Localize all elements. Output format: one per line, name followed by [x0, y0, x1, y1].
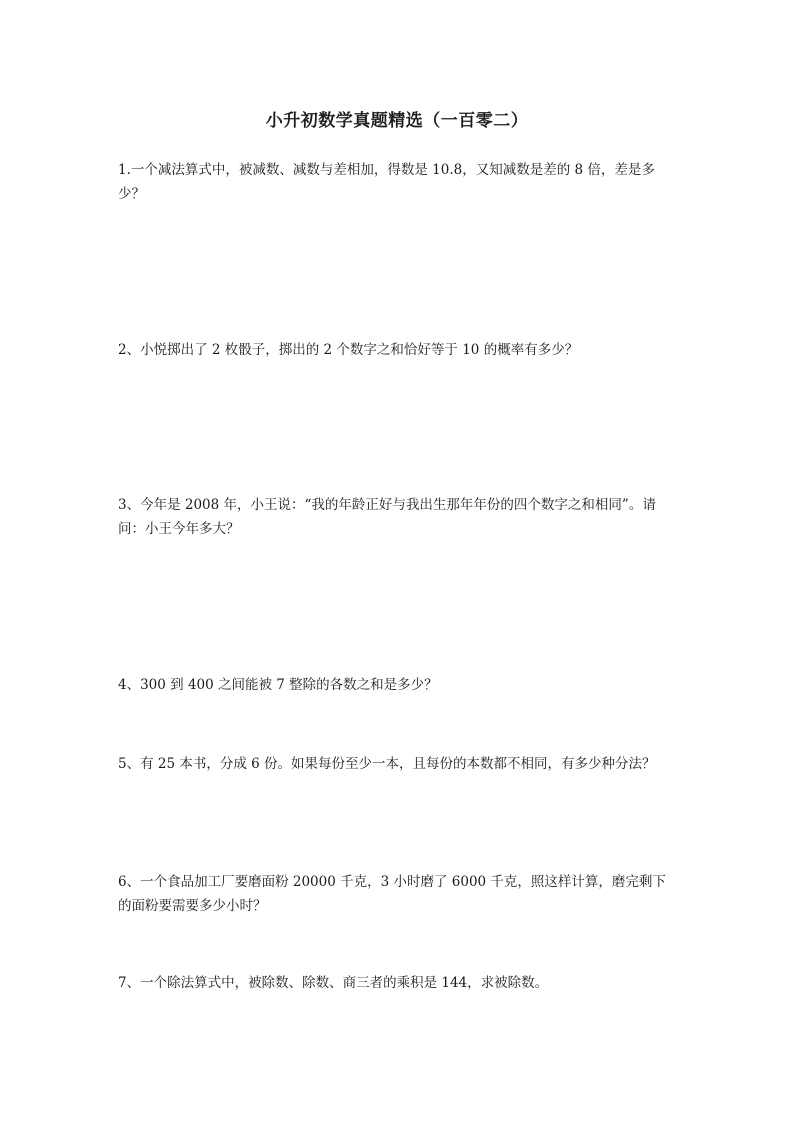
- page-title: 小升初数学真题精选（一百零二）: [265, 111, 529, 131]
- question-4: 4、300 到 400 之间能被 7 整除的各数之和是多少？: [118, 677, 438, 693]
- question-6: 6、一个食品加工厂要磨面粉 20000 千克，3 小时磨了 6000 千克，照这样计算，磨完剩下的面粉要需要多少小时？: [118, 874, 666, 914]
- question-7: 7、一个除法算式中，被除数、除数、商三者的乘积是 144，求被除数。: [118, 975, 549, 991]
- question-2: 2、小悦掷出了 2 枚骰子，掷出的 2 个数字之和恰好等于 10 的概率有多少？: [118, 342, 579, 358]
- question-3: 3、今年是 2008 年，小王说：“我的年龄正好与我出生那年年份的四个数字之和相同”。请问：小王今年多大？: [118, 497, 656, 537]
- question-5: 5、有 25 本书，分成 6 份。如果每份至少一本，且每份的本数都不相同，有多少种分法？: [118, 756, 656, 772]
- question-1: 1.一个减法算式中，被减数、减数与差相加，得数是 10.8，又知减数是差的 8 倍，差是多少？: [118, 162, 655, 202]
